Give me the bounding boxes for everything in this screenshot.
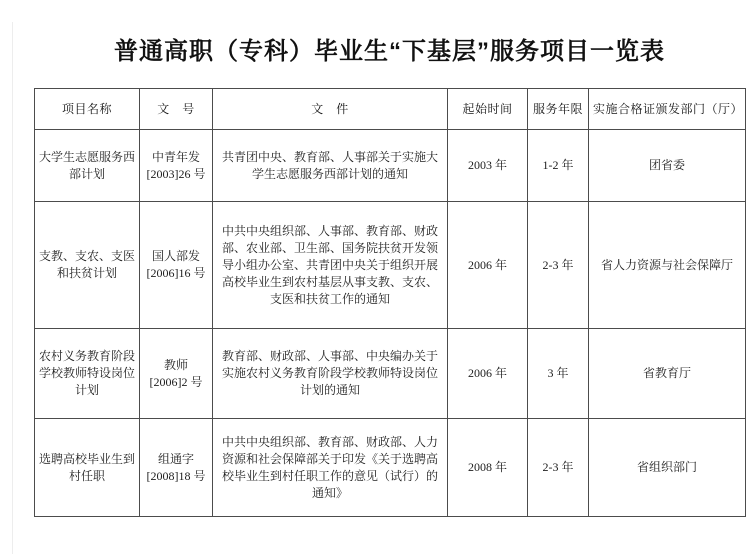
service-programs-table	[34, 88, 746, 517]
cell-service-years: 2-3 年	[528, 202, 589, 329]
cell-project-name: 支教、支农、支医和扶贫计划	[35, 202, 140, 329]
table-row	[35, 130, 746, 202]
doc-number-issuer: 教师	[163, 357, 188, 372]
doc-number-issuer: 组通字	[157, 451, 194, 466]
doc-number-code: [2006]16 号	[146, 266, 206, 280]
header-project-name: 项目名称	[35, 89, 140, 130]
cell-document-title: 共青团中央、教育部、人事部关于实施大学生志愿服务西部计划的通知	[213, 130, 448, 202]
table-row	[35, 419, 746, 517]
header-issuing-department: 实施合格证颁发部门（厅）	[589, 89, 746, 130]
cell-doc-number	[140, 130, 213, 202]
cell-service-years: 3 年	[528, 329, 589, 419]
table-row	[35, 329, 746, 419]
cell-document-title: 中共中央组织部、人事部、教育部、财政部、农业部、卫生部、国务院扶贫开发领导小组办公室、共青团中央关于组织开展高校毕业生到农村基层从事支教、支农、支医和扶贫工作的通知	[213, 202, 448, 329]
cell-issuing-department: 团省委	[589, 130, 746, 202]
cell-start-year: 2006 年	[448, 329, 528, 419]
cell-project-name: 选聘高校毕业生到村任职	[35, 419, 140, 517]
header-service-years: 服务年限	[528, 89, 589, 130]
table-row	[35, 202, 746, 329]
cell-document-title: 教育部、财政部、人事部、中央编办关于实施农村义务教育阶段学校教师特设岗位计划的通知	[213, 329, 448, 419]
cell-doc-number	[140, 419, 213, 517]
cell-project-name: 大学生志愿服务西部计划	[35, 130, 140, 202]
cell-project-name: 农村义务教育阶段学校教师特设岗位计划	[35, 329, 140, 419]
cell-issuing-department: 省组织部门	[589, 419, 746, 517]
cell-start-year: 2008 年	[448, 419, 528, 517]
doc-number-issuer: 国人部发	[151, 249, 200, 263]
cell-doc-number	[140, 202, 213, 329]
cell-issuing-department: 省教育厅	[589, 329, 746, 419]
doc-number-code: [2008]18 号	[146, 468, 206, 483]
cell-start-year: 2006 年	[448, 202, 528, 329]
doc-number-issuer: 中青年发	[151, 149, 200, 164]
table-header-row	[35, 89, 746, 130]
doc-number-code: [2006]2 号	[149, 374, 203, 389]
cell-doc-number	[140, 329, 213, 419]
cell-start-year: 2003 年	[448, 130, 528, 202]
cell-service-years: 2-3 年	[528, 419, 589, 517]
header-start-time: 起始时间	[448, 89, 528, 130]
cell-issuing-department: 省人力资源与社会保障厅	[589, 202, 746, 329]
header-document: 文 件	[213, 89, 448, 130]
page-edge-artifact-line	[12, 22, 13, 554]
page-title: 普通高职（专科）毕业生“下基层”服务项目一览表	[114, 38, 665, 65]
header-doc-number: 文 号	[140, 89, 213, 130]
cell-service-years: 1-2 年	[528, 130, 589, 202]
cell-document-title: 中共中央组织部、教育部、财政部、人力资源和社会保障部关于印发《关于选聘高校毕业生到村任职工作的意见（试行）的通知》	[213, 419, 448, 517]
doc-number-code: [2003]26 号	[146, 166, 206, 181]
